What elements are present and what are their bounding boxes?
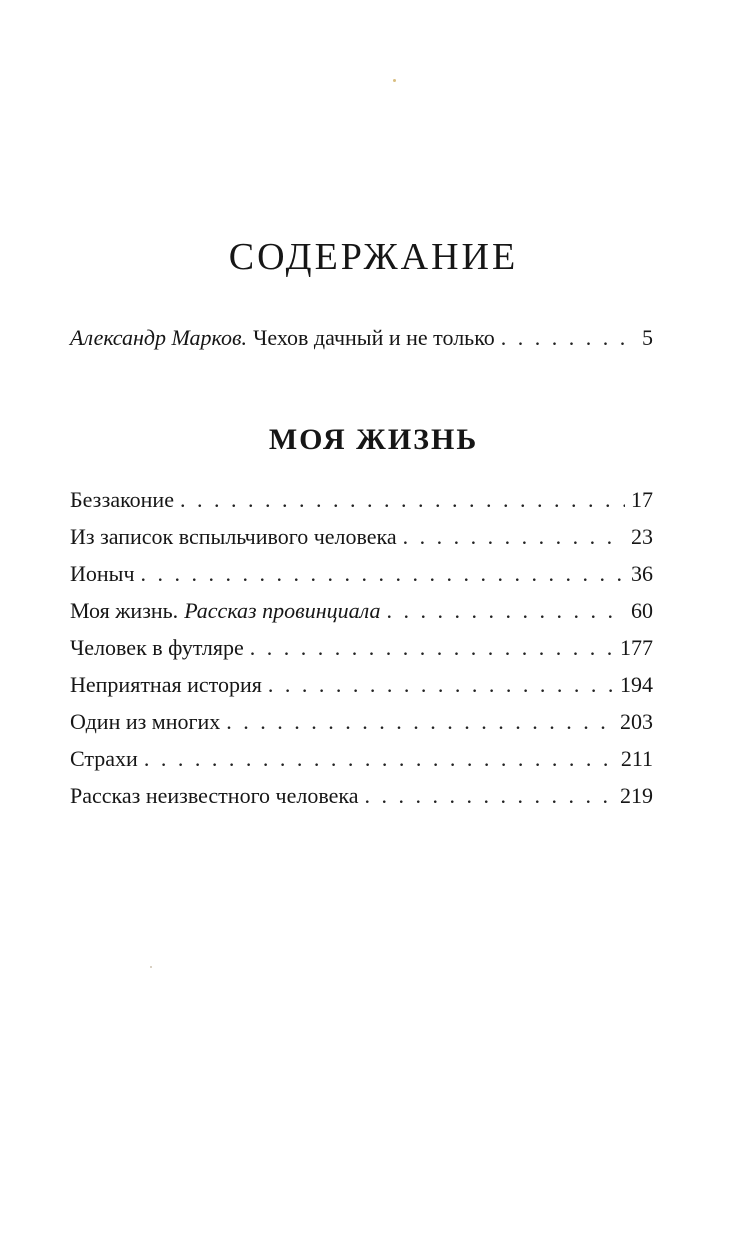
page-number: 203: [620, 709, 653, 734]
toc-entry[interactable]: [70, 592, 653, 629]
dot-leader: [268, 666, 614, 703]
dot-leader: [386, 592, 625, 629]
intro-toc-entry[interactable]: [70, 320, 653, 356]
dot-leader: [180, 481, 625, 518]
dot-leader: [403, 518, 625, 555]
dot-leader: [144, 740, 615, 777]
page-number: 5: [642, 325, 653, 350]
print-speck: [393, 79, 396, 82]
intro-author: Александр Марков.: [70, 325, 248, 350]
dot-leader: [226, 703, 614, 740]
page-number: 194: [620, 672, 653, 697]
toc-entry[interactable]: [70, 481, 653, 518]
entry-subtitle: Рассказ провинциала: [184, 598, 381, 623]
intro-title: Чехов дачный и не только: [253, 325, 495, 350]
entry-title: Один из многих: [70, 709, 221, 734]
dot-leader: [501, 320, 636, 356]
entry-title: Ионыч: [70, 561, 135, 586]
entry-title: Человек в футляре: [70, 635, 244, 660]
entry-title: Рассказ неизвестного человека: [70, 783, 359, 808]
toc-entry[interactable]: [70, 555, 653, 592]
toc-list: [70, 481, 653, 814]
entry-title: Моя жизнь.: [70, 598, 179, 623]
page-number: 36: [631, 561, 653, 586]
entry-title: Страхи: [70, 746, 138, 771]
page-number: 17: [631, 487, 653, 512]
dot-leader: [365, 777, 615, 814]
dot-leader: [141, 555, 625, 592]
dot-leader: [250, 629, 614, 666]
print-speck: [150, 966, 152, 968]
page-number: 211: [620, 746, 653, 771]
toc-entry[interactable]: [70, 777, 653, 814]
toc-entry[interactable]: [70, 666, 653, 703]
entry-title: Неприятная история: [70, 672, 262, 697]
toc-entry[interactable]: [70, 703, 653, 740]
page-number: 219: [620, 783, 653, 808]
entry-title: Из записок вспыльчивого человека: [70, 524, 397, 549]
entry-title: Беззаконие: [70, 487, 174, 512]
page-number: 23: [631, 524, 653, 549]
toc-entry[interactable]: [70, 740, 653, 777]
page-number: 60: [631, 598, 653, 623]
page-number: 177: [620, 635, 653, 660]
toc-entry[interactable]: [70, 629, 653, 666]
section-heading: МОЯ ЖИЗНЬ: [268, 423, 479, 456]
toc-entry[interactable]: [70, 518, 653, 555]
contents-title: СОДЕРЖАНИЕ: [228, 236, 519, 278]
